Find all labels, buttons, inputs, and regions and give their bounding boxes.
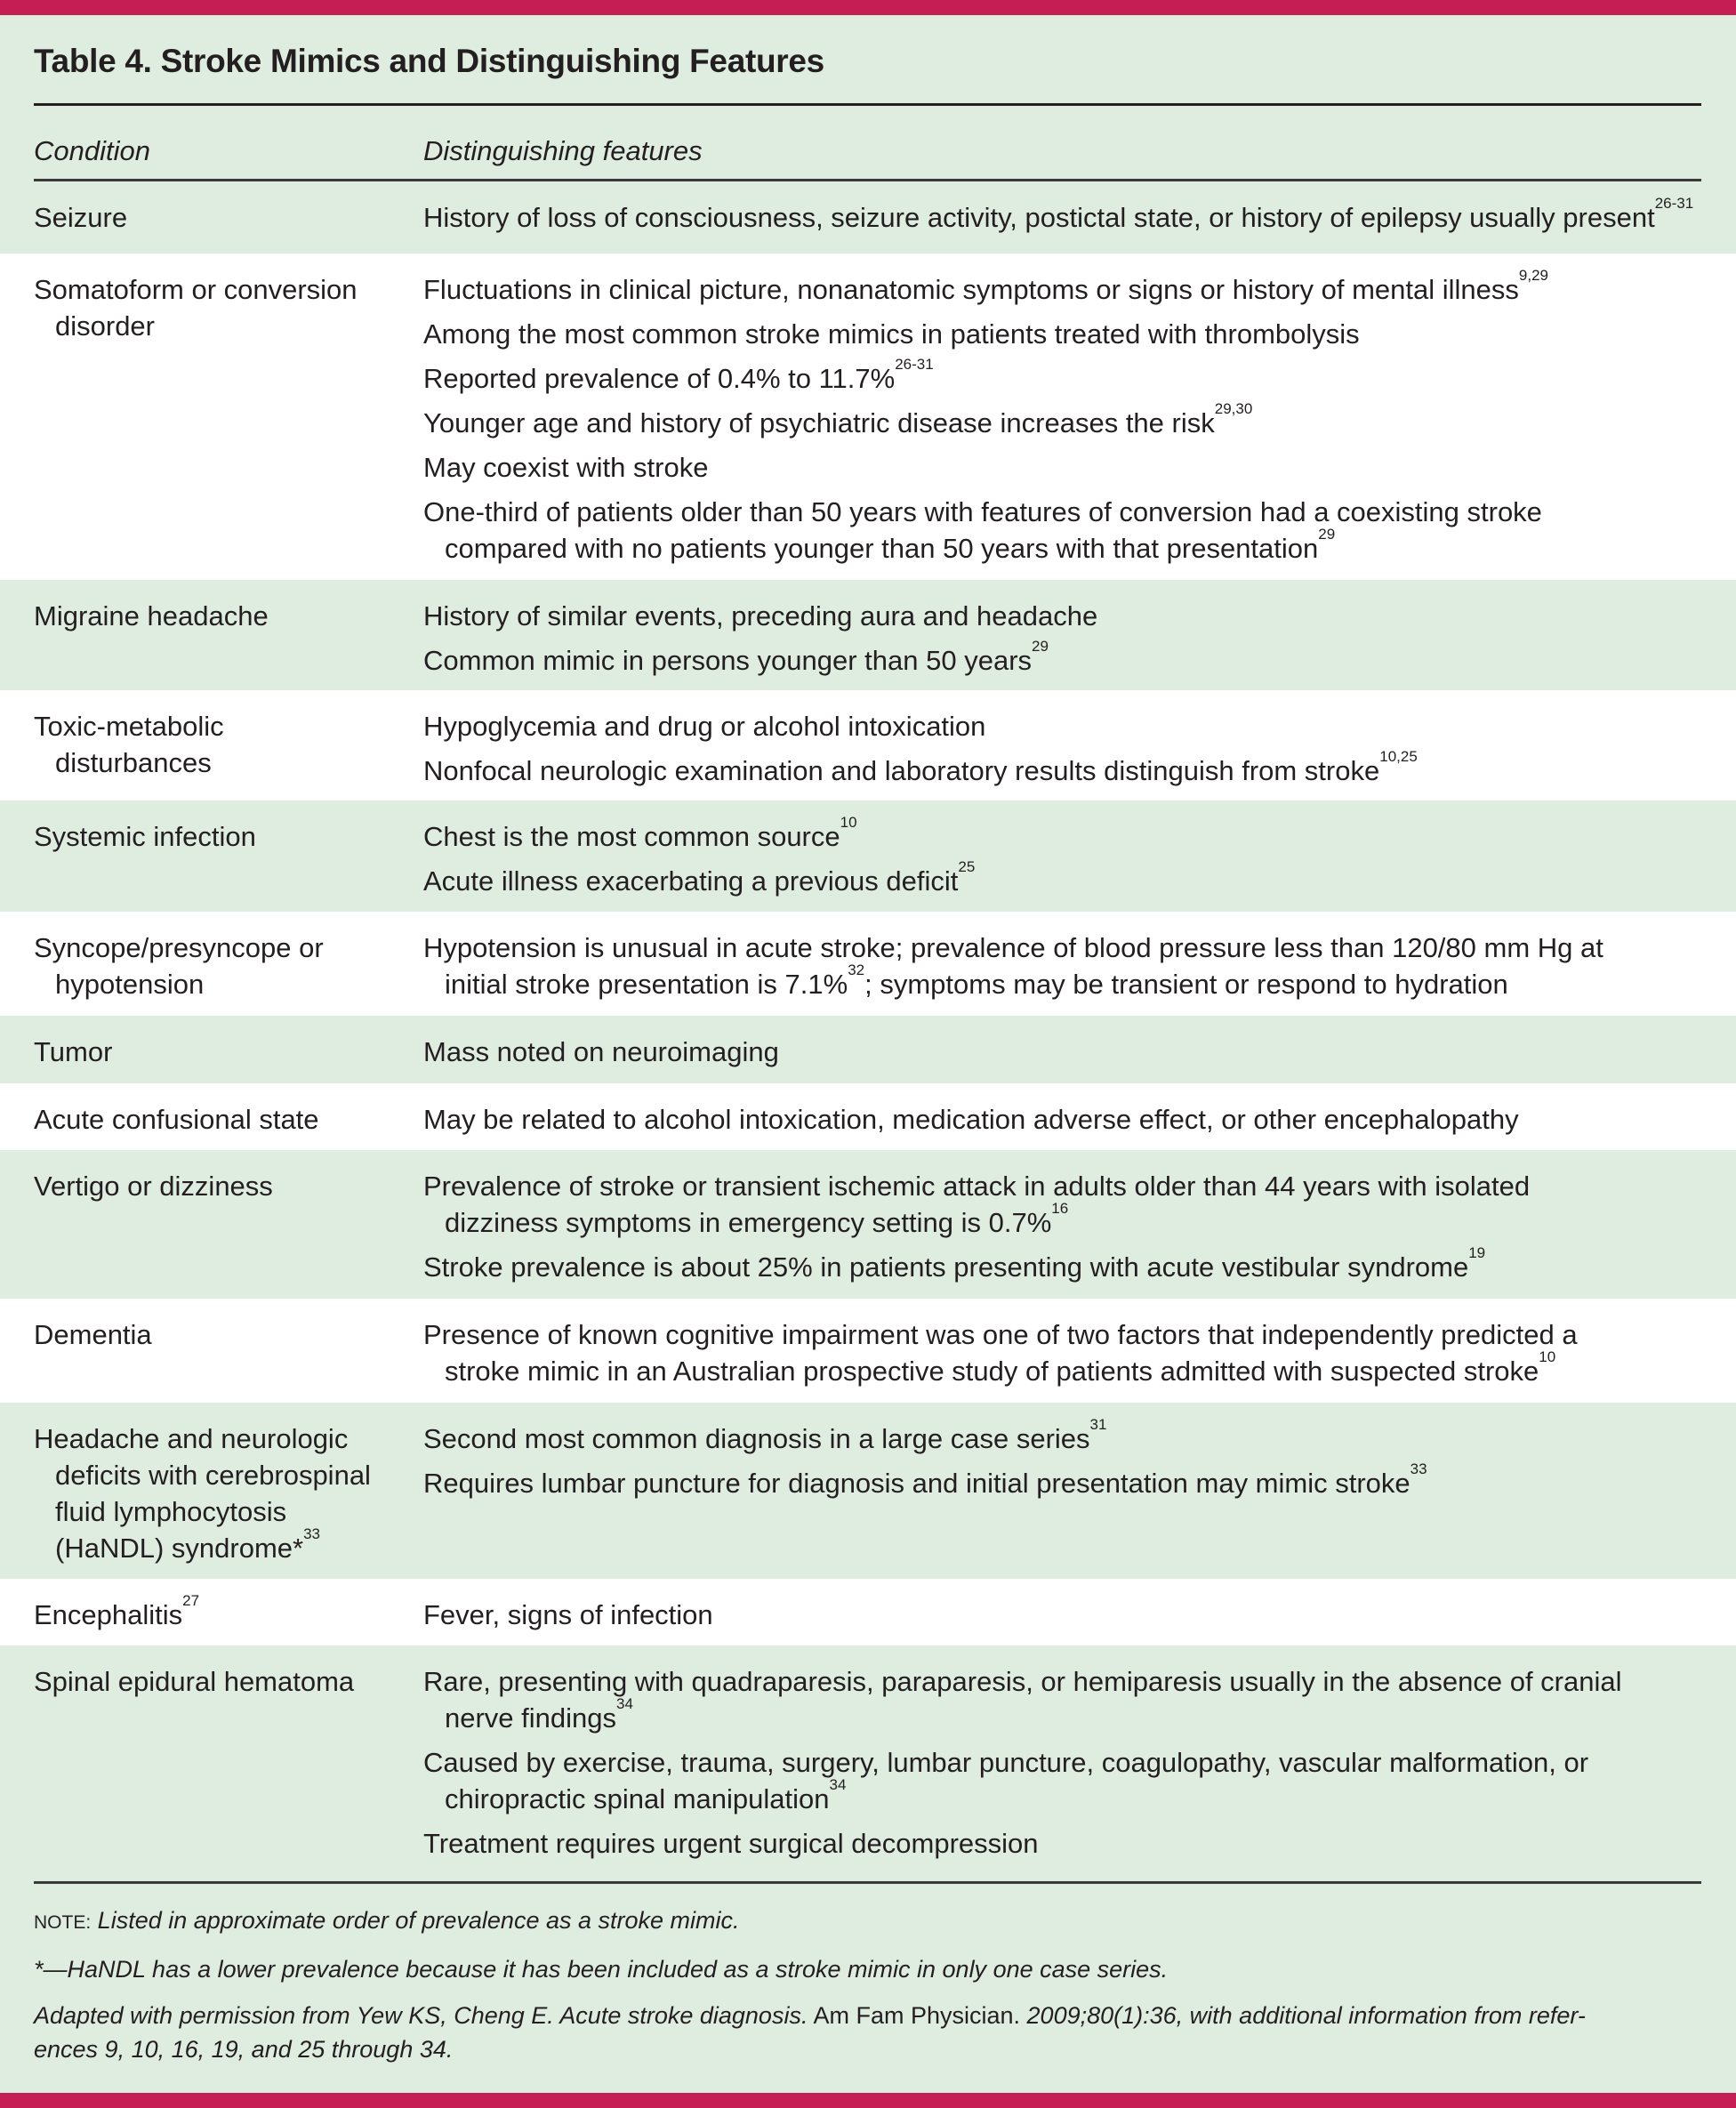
feature-line xyxy=(423,494,1695,530)
reference-superscript: 34 xyxy=(829,1776,847,1793)
features-cell xyxy=(423,708,1695,797)
feature-line xyxy=(423,961,1695,1002)
condition-line: Systemic infection xyxy=(34,821,256,852)
feature-text: History of similar events, preceding aura and headache xyxy=(423,600,1098,632)
feature-text: Common mimic in persons younger than 50 years xyxy=(423,645,1033,676)
top-accent-bar xyxy=(0,0,1736,15)
source-text-continued: 2009;80(1):36, with additional information from refer- xyxy=(1020,2002,1586,2029)
feature-text: dizziness symptoms in emergency setting is 0.7% xyxy=(445,1207,1052,1238)
table-row xyxy=(0,580,1736,690)
features-cell xyxy=(423,1416,1695,1509)
reference-superscript: 34 xyxy=(616,1695,633,1712)
feature-line xyxy=(423,1034,1695,1070)
feature-line xyxy=(423,1101,1695,1138)
condition-cell xyxy=(34,1663,407,1700)
condition-cell xyxy=(34,1101,407,1138)
bottom-accent-bar xyxy=(0,2093,1736,2108)
feature-line xyxy=(423,814,1695,855)
feature-line xyxy=(423,356,1695,397)
condition-cell xyxy=(34,929,407,1002)
feature-text: Prevalence of stroke or transient ischemic attack in adults older than 44 years with isolated xyxy=(423,1171,1531,1202)
feature-text: Presence of known cognitive impairment was one of two factors that independently predicted a xyxy=(423,1319,1578,1350)
reference-superscript: 26-31 xyxy=(1654,195,1694,212)
condition-line xyxy=(34,1592,407,1633)
title-rule xyxy=(34,103,1701,106)
condition-line: deficits with cerebrospinal xyxy=(55,1460,371,1491)
table-row xyxy=(0,1083,1736,1150)
feature-text: ; symptoms may be transient or respond to hydration xyxy=(864,969,1508,1000)
features-cell xyxy=(423,267,1695,575)
reference-superscript: 33 xyxy=(1410,1460,1427,1477)
condition-cell xyxy=(34,1034,407,1070)
feature-item xyxy=(423,1101,1695,1138)
feature-item xyxy=(423,1416,1695,1457)
feature-item xyxy=(423,1034,1695,1070)
feature-line xyxy=(423,1663,1695,1700)
feature-line xyxy=(423,1200,1695,1241)
feature-item xyxy=(423,858,1695,899)
feature-line xyxy=(423,1744,1695,1781)
features-cell xyxy=(423,1101,1695,1146)
reference-superscript: 33 xyxy=(303,1525,320,1542)
feature-line xyxy=(423,526,1695,567)
table-bottom-rule xyxy=(34,1881,1701,1884)
source-journal: Am Fam Physician. xyxy=(808,2002,1021,2029)
feature-line xyxy=(423,1416,1695,1457)
footnote-line: *—HaNDL has a lower prevalence because it has been included as a stroke mimic in only one case series. xyxy=(34,1956,1169,1983)
condition-line: Spinal epidural hematoma xyxy=(34,1666,355,1697)
feature-text: Stroke prevalence is about 25% in patients presenting with acute vestibular syndrome xyxy=(423,1251,1469,1283)
reference-superscript: 29 xyxy=(1318,526,1336,543)
feature-line xyxy=(423,598,1695,634)
feature-item xyxy=(423,449,1695,486)
table-row xyxy=(0,1579,1736,1645)
feature-text: Mass noted on neuroimaging xyxy=(423,1036,779,1067)
condition-line: Acute confusional state xyxy=(34,1104,319,1135)
feature-line xyxy=(423,1695,1695,1736)
features-cell xyxy=(423,1597,1695,1641)
condition-line: Vertigo or dizziness xyxy=(34,1171,273,1202)
condition-cell xyxy=(34,1168,407,1204)
feature-text: May coexist with stroke xyxy=(423,452,709,483)
condition-cell xyxy=(34,1316,407,1353)
table-row xyxy=(0,1403,1736,1579)
feature-item xyxy=(423,1316,1695,1389)
reference-superscript: 25 xyxy=(958,858,976,875)
feature-line xyxy=(423,400,1695,441)
reference-superscript: 29,30 xyxy=(1214,400,1253,417)
feature-item xyxy=(423,598,1695,634)
source-text: Adapted with permission from Yew KS, Cheng E. Acute stroke diagnosis. xyxy=(34,2002,808,2029)
features-cell xyxy=(423,814,1695,907)
feature-line xyxy=(423,449,1695,486)
feature-item xyxy=(423,316,1695,352)
feature-text: nerve findings xyxy=(445,1702,617,1734)
feature-line xyxy=(423,267,1695,308)
feature-text: Fever, signs of infection xyxy=(423,1599,713,1630)
feature-text: History of loss of consciousness, seizure activity, postictal state, or history of epilepsy usually present xyxy=(423,202,1655,233)
reference-superscript: 10 xyxy=(840,814,857,831)
feature-line xyxy=(423,316,1695,352)
source-line xyxy=(34,1999,1701,2032)
feature-line xyxy=(423,1776,1695,1817)
feature-item xyxy=(423,1460,1695,1501)
feature-text: initial stroke presentation is 7.1% xyxy=(445,969,848,1000)
feature-item xyxy=(423,1597,1695,1633)
reference-superscript: 29 xyxy=(1032,638,1049,655)
features-cell xyxy=(423,598,1695,687)
feature-line xyxy=(423,1316,1695,1353)
condition-line: Migraine headache xyxy=(34,600,269,632)
condition-cell xyxy=(34,598,407,634)
condition-cell xyxy=(34,708,407,781)
condition-cell xyxy=(34,1420,407,1566)
table-row xyxy=(0,690,1736,801)
feature-line xyxy=(423,1825,1695,1862)
condition-line: Syncope/presyncope or xyxy=(34,932,324,963)
condition-cell xyxy=(34,818,407,855)
feature-item xyxy=(423,1825,1695,1862)
table-body xyxy=(0,181,1736,1881)
condition-cell xyxy=(34,1592,407,1633)
features-cell xyxy=(423,1663,1695,1870)
feature-text: chiropractic spinal manipulation xyxy=(445,1783,830,1814)
feature-line xyxy=(423,929,1695,966)
feature-item xyxy=(423,1744,1695,1817)
feature-text: Second most common diagnosis in a large case series xyxy=(423,1423,1090,1454)
feature-line xyxy=(423,748,1695,789)
condition-cell xyxy=(34,199,407,236)
feature-item xyxy=(423,356,1695,397)
table-row xyxy=(0,801,1736,912)
feature-line xyxy=(423,1168,1695,1204)
condition-line: disorder xyxy=(55,310,155,342)
reference-superscript: 19 xyxy=(1468,1244,1486,1261)
column-header-features: Distinguishing features xyxy=(423,135,703,166)
features-cell xyxy=(423,1316,1695,1397)
feature-text: One-third of patients older than 50 years with features of conversion had a coexisting stroke xyxy=(423,496,1542,527)
feature-text: Reported prevalence of 0.4% to 11.7% xyxy=(423,363,896,394)
condition-line: fluid lymphocytosis xyxy=(55,1496,287,1527)
condition-line: Toxic-metabolic xyxy=(34,711,224,742)
feature-text: Hypotension is unusual in acute stroke; prevalence of blood pressure less than 120/80 mm Hg at xyxy=(423,932,1603,963)
feature-line xyxy=(423,638,1695,679)
table-title: Table 4. Stroke Mimics and Distinguishing Features xyxy=(34,43,824,79)
feature-item xyxy=(423,929,1695,1002)
reference-superscript: 16 xyxy=(1051,1200,1069,1217)
reference-superscript: 31 xyxy=(1089,1416,1107,1433)
feature-text: stroke mimic in an Australian prospective study of patients admitted with suspected stroke xyxy=(445,1356,1539,1387)
condition-line: Seizure xyxy=(34,202,128,233)
table-row xyxy=(0,1645,1736,1881)
reference-superscript: 26-31 xyxy=(895,356,934,373)
note-line xyxy=(34,1903,1701,1940)
reference-superscript: 27 xyxy=(182,1592,200,1609)
feature-text: Rare, presenting with quadraparesis, paraparesis, or hemiparesis usually in the absence of cranial xyxy=(423,1666,1622,1697)
condition-line: disturbances xyxy=(55,747,212,778)
feature-item xyxy=(423,748,1695,789)
table-row xyxy=(0,1016,1736,1083)
table-row xyxy=(0,181,1736,253)
feature-line xyxy=(423,1460,1695,1501)
table-row xyxy=(0,1150,1736,1299)
feature-line xyxy=(423,195,1695,236)
feature-text: Requires lumbar puncture for diagnosis and initial presentation may mimic stroke xyxy=(423,1468,1410,1499)
note-label: NOTE: xyxy=(34,1912,92,1933)
feature-line xyxy=(423,1348,1695,1389)
feature-text: Hypoglycemia and drug or alcohol intoxication xyxy=(423,711,986,742)
feature-line xyxy=(423,1244,1695,1285)
feature-line xyxy=(423,858,1695,899)
reference-superscript: 9,29 xyxy=(1518,267,1548,284)
features-cell xyxy=(423,929,1695,1010)
feature-item xyxy=(423,814,1695,855)
table-row xyxy=(0,1299,1736,1403)
feature-text: Acute illness exacerbating a previous deficit xyxy=(423,865,959,897)
table-row xyxy=(0,253,1736,580)
feature-text: Treatment requires urgent surgical decompression xyxy=(423,1828,1039,1859)
note-text: Listed in approximate order of prevalence as a stroke mimic. xyxy=(91,1907,740,1934)
table-row xyxy=(0,912,1736,1016)
reference-superscript: 10 xyxy=(1539,1348,1556,1365)
features-cell xyxy=(423,195,1695,244)
condition-line: Tumor xyxy=(34,1036,113,1067)
source-line-2: ences 9, 10, 16, 19, and 25 through 34. xyxy=(34,2036,454,2063)
feature-line xyxy=(423,708,1695,744)
feature-item xyxy=(423,1663,1695,1736)
condition-text: (HaNDL) syndrome* xyxy=(55,1533,304,1564)
condition-text: Encephalitis xyxy=(34,1599,183,1630)
condition-line: Somatoform or conversion xyxy=(34,274,358,305)
condition-line xyxy=(34,1525,407,1566)
condition-line: Headache and neurologic xyxy=(34,1423,349,1454)
feature-item xyxy=(423,1244,1695,1285)
feature-text: Caused by exercise, trauma, surgery, lumbar puncture, coagulopathy, vascular malformation, or xyxy=(423,1747,1589,1778)
features-cell xyxy=(423,1168,1695,1293)
condition-line: Dementia xyxy=(34,1319,152,1350)
features-cell xyxy=(423,1034,1695,1078)
condition-cell xyxy=(34,271,407,344)
feature-text: Nonfocal neurologic examination and laboratory results distinguish from stroke xyxy=(423,755,1380,786)
feature-line xyxy=(423,1597,1695,1633)
reference-superscript: 10,25 xyxy=(1379,748,1418,765)
table-notes xyxy=(34,1903,1701,2079)
feature-item xyxy=(423,638,1695,679)
feature-text: Younger age and history of psychiatric disease increases the risk xyxy=(423,407,1215,438)
feature-item xyxy=(423,494,1695,567)
reference-superscript: 32 xyxy=(848,961,865,978)
feature-item xyxy=(423,708,1695,744)
feature-item xyxy=(423,195,1695,236)
feature-text: May be related to alcohol intoxication, medication adverse effect, or other encephalopathy xyxy=(423,1104,1519,1135)
feature-text: compared with no patients younger than 50 years with that presentation xyxy=(445,533,1319,564)
feature-text: Chest is the most common source xyxy=(423,821,840,852)
condition-line: hypotension xyxy=(55,969,205,1000)
column-header-condition: Condition xyxy=(34,135,150,166)
feature-item xyxy=(423,1168,1695,1241)
feature-item xyxy=(423,400,1695,441)
feature-item xyxy=(423,267,1695,308)
feature-text: Among the most common stroke mimics in patients treated with thrombolysis xyxy=(423,318,1360,350)
feature-text: Fluctuations in clinical picture, nonanatomic symptoms or signs or history of mental illness xyxy=(423,274,1519,305)
